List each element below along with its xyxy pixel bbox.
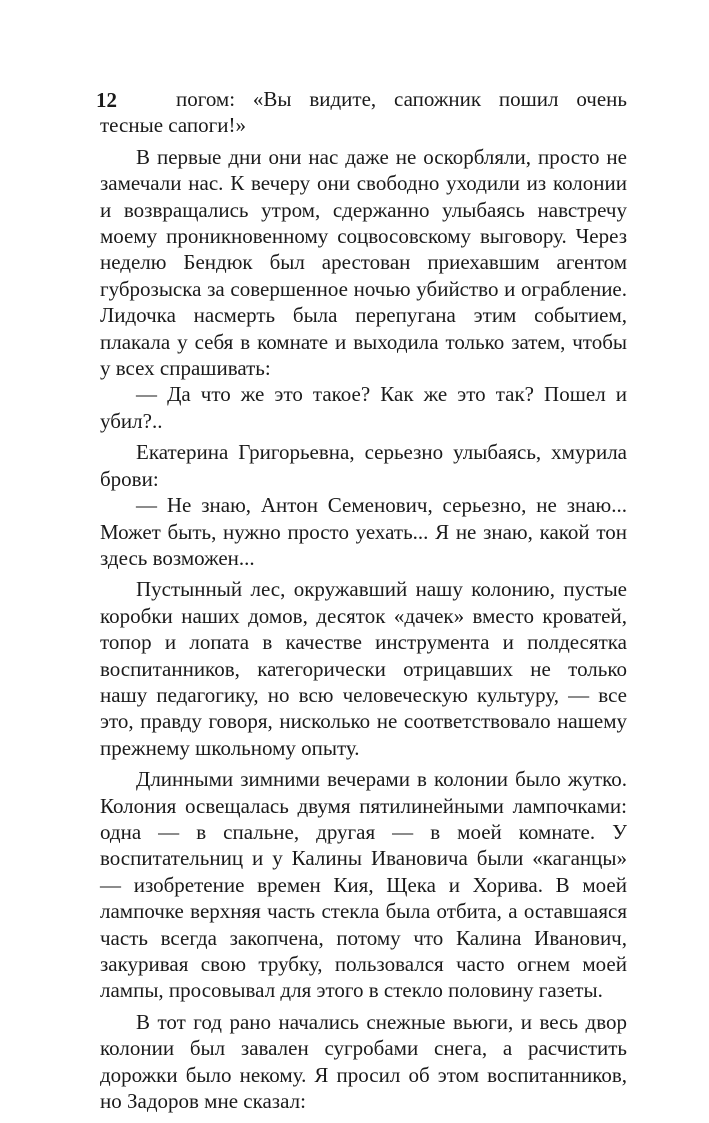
- paragraph-dialogue: — Не знаю, Антон Семенович, серьезно, не знаю... Может быть, нужно просто уехать... Я не знаю, какой тон здесь возможен...: [100, 493, 627, 570]
- body-text: [100, 86, 627, 1114]
- paragraph-dialogue: — Да что же это такое? Как же это так? Пошел и убил?..: [100, 382, 627, 433]
- page-number: 12: [96, 88, 117, 112]
- paragraph: Длинными зимними вечерами в колонии было жутко. Колония освещалась двумя пятилинейными лампочками: одна — в спальне, другая — в моей комнате. У воспитательниц и у Калины Ивановича были «каганцы» — изобретение времен Кия, Щека и Хорива. В моей лампочке верхняя часть стекла была отбита, а оставшаяся часть всегда закопчена, потому что Калина Иванович, закуривая свою трубку, пользовался часто огнем моей лампы, просовывал для этого в стекло половину газеты.: [100, 767, 627, 1003]
- paragraph: В первые дни они нас даже не оскорбляли, просто не замечали нас. К вечеру они свободно уходили из колонии и возвращались утром, сдержанно улыбаясь навстречу моему проникновенному соцвосовскому выговору. Через неделю Бендюк был арестован приехавшим агентом губрозыска за совершенное ночью убийство и ограбление. Лидочка насмерть была перепугана этим событием, плакала у себя в комнате и выходила только затем, чтобы у всех спрашивать:: [100, 144, 627, 381]
- paragraph: В тот год рано начались снежные вьюги, и весь двор колонии был завален сугробами снега, а расчистить дорожки было некому. Я просил об этом воспитанников, но Задоров мне сказал:: [100, 1009, 627, 1114]
- paragraph-continuation: погом: «Вы видите, сапожник пошил очень тесные сапоги!»: [100, 87, 627, 138]
- paragraph: Пустынный лес, окружавший нашу колонию, пустые коробки наших домов, десяток «дачек» вместо кроватей, топор и лопата в качестве инструмента и полдесятка воспитанников, категорически отрицавших не только нашу педагогику, но всю человеческую культуру, — все это, правду говоря, нисколько не соответствовало нашему прежнему школьному опыту.: [100, 577, 627, 760]
- paragraph: Екатерина Григорьевна, серьезно улыбаясь, хмурила брови:: [100, 440, 627, 491]
